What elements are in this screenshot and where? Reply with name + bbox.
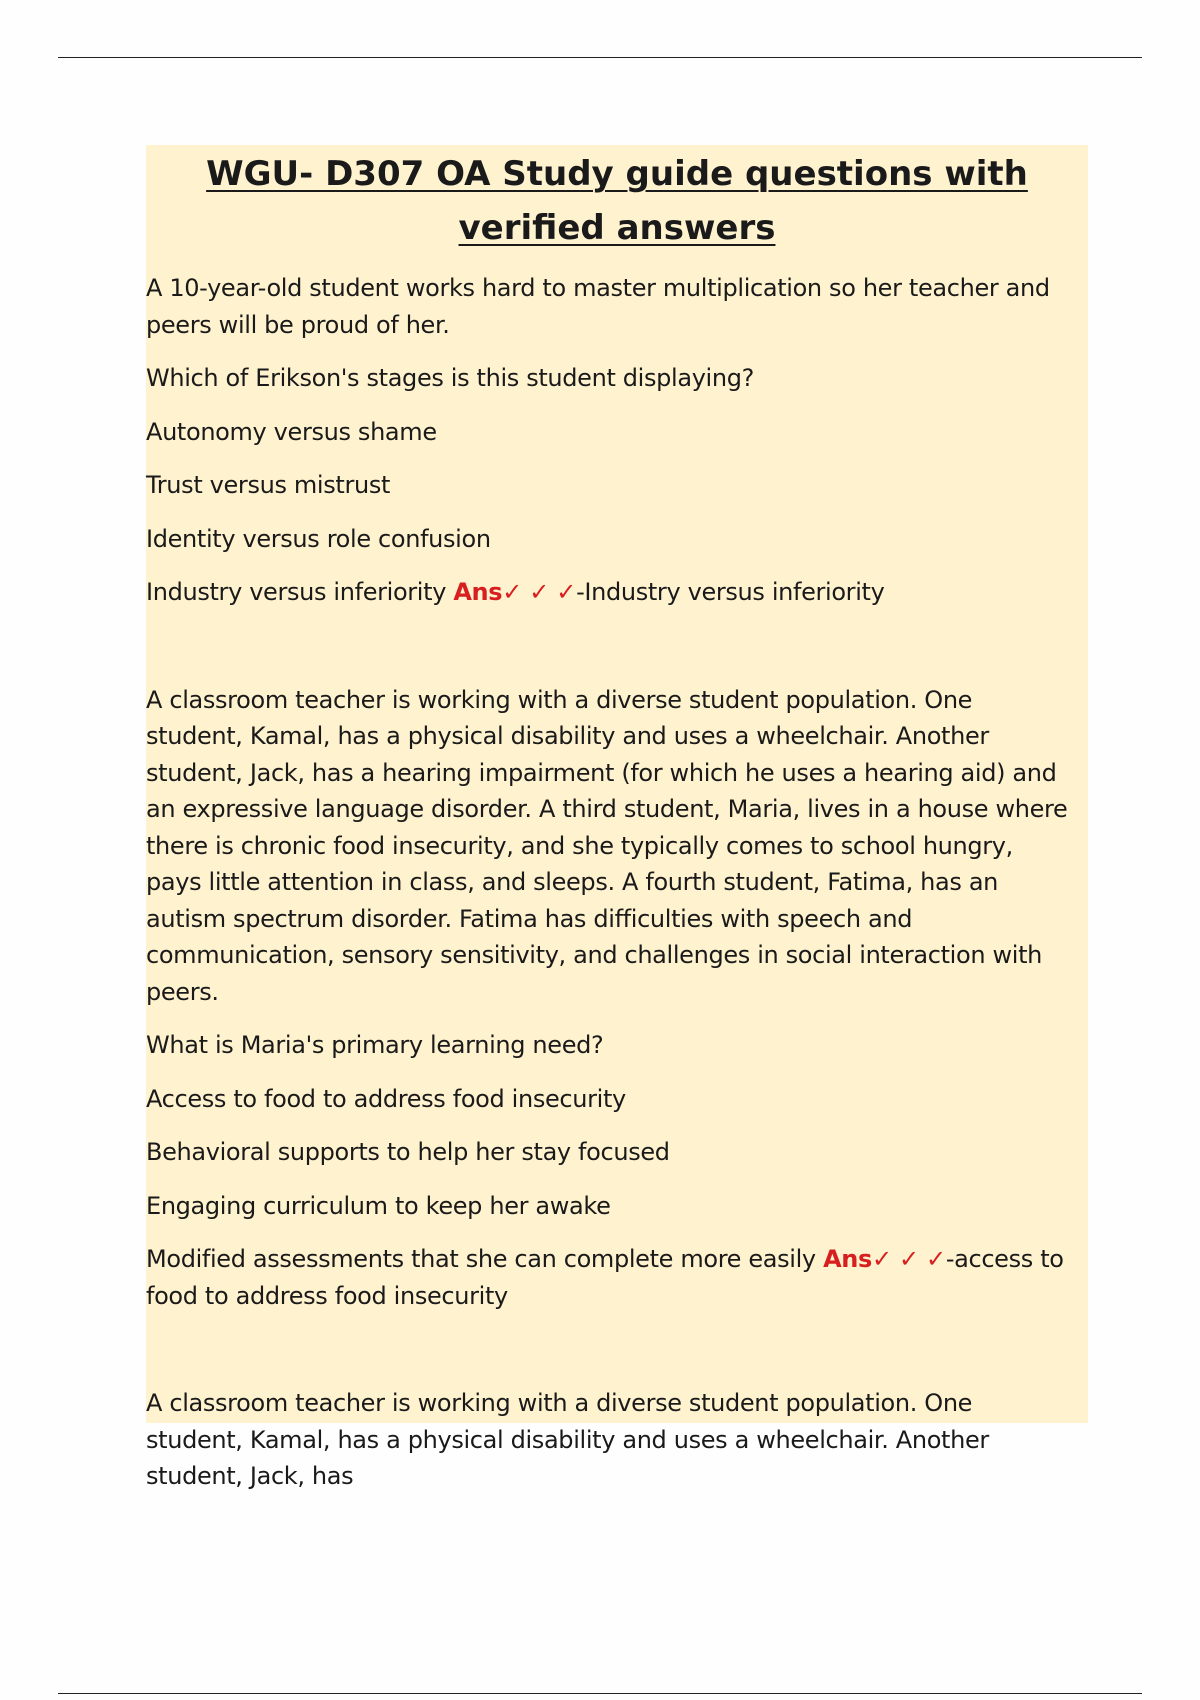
question-2-option-1: Access to food to address food insecurity: [146, 1084, 626, 1113]
question-1-prompt: Which of Erikson's stages is this student displaying?: [146, 364, 755, 392]
answer-label: Ans: [823, 1245, 872, 1273]
question-1-option-1: Autonomy versus shame: [146, 417, 437, 446]
question-2-answer: -access to food to address food insecurity: [146, 1245, 1064, 1310]
header-rule: [58, 57, 1142, 58]
document-title: WGU- D307 OA Study guide questions with verified answers: [206, 154, 1028, 248]
question-1-option-3: Identity versus role confusion: [146, 524, 491, 553]
question-2-stem: A classroom teacher is working with a diverse student population. One student, Kamal, has a physical disability and uses a wheelchair. Another student, Jack, has a hearing impairment (for which he uses a hearing aid) and an expressive language disorder. A third student, Maria, lives in a house where there is chronic food insecurity, and she typically comes to school hungry, pays little attention in class, and sleeps. A fourth student, Fatima, has an autism spectrum disorder. Fatima has difficulties with speech and communication, sensory sensitivity, and challenges in social interaction with peers.: [146, 685, 1068, 1006]
question-1-option-4: Industry versus inferiority: [146, 578, 447, 606]
question-1-option-2: Trust versus mistrust: [146, 471, 391, 499]
footer-rule: [58, 1693, 1142, 1694]
study-guide-page: [146, 145, 1088, 1490]
check-marks-icon: ✓ ✓ ✓: [502, 578, 577, 606]
question-2-option-4-with-answer: [146, 1241, 1074, 1314]
question-1-option-4-with-answer: [146, 574, 1074, 611]
question-2-prompt: What is Maria's primary learning need?: [146, 1031, 604, 1059]
check-marks-icon: ✓ ✓ ✓: [871, 1245, 946, 1273]
question-1-stem: A 10-year-old student works hard to master multiplication so her teacher and peers will be proud of her.: [146, 274, 1050, 339]
question-2-option-2: Behavioral supports to help her stay focused: [146, 1138, 670, 1166]
question-1-answer: -Industry versus inferiority: [576, 578, 885, 606]
answer-label: Ans: [453, 578, 503, 606]
question-2-option-3: Engaging curriculum to keep her awake: [146, 1191, 611, 1220]
question-2-option-4: Modified assessments that she can complete more easily: [146, 1245, 816, 1273]
document-body: [146, 270, 1088, 1495]
question-3-stem: A classroom teacher is working with a diverse student population. One student, Kamal, has a physical disability and uses a wheelchair. Another student, Jack, has: [146, 1389, 989, 1490]
